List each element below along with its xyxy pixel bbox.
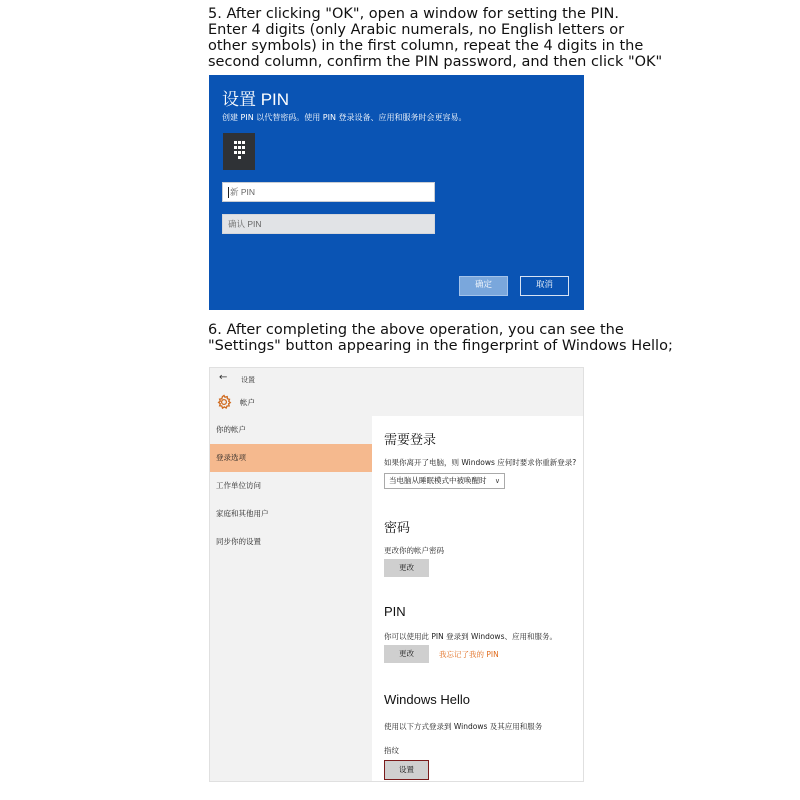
pin-dialog-description: 创建 PIN 以代替密码。使用 PIN 登录设备、应用和服务时会更容易。 (222, 113, 467, 122)
step5-line-2: Enter 4 digits (only Arabic numerals, no English letters or (208, 22, 625, 38)
sidebar-item-sync-settings[interactable]: 同步你的设置 (216, 537, 261, 546)
signin-timing-dropdown[interactable] (384, 473, 505, 489)
step6-instructions (208, 322, 673, 354)
windows-hello-heading: Windows Hello (384, 692, 470, 707)
new-pin-input[interactable] (222, 182, 435, 202)
settings-window (209, 367, 584, 782)
confirm-pin-placeholder: 确认 PIN (228, 219, 262, 229)
step5-line-3: other symbols) in the first column, repeat the 4 digits in the (208, 38, 644, 54)
content-pane (372, 416, 584, 782)
change-pin-button[interactable]: 更改 (384, 645, 429, 663)
password-heading: 密码 (384, 520, 411, 535)
sidebar (210, 416, 372, 782)
window-title: 设置 (241, 376, 255, 384)
gear-icon (216, 394, 232, 410)
step6-line-1: 6. After completing the above operation, you can see the (208, 322, 624, 338)
ok-button[interactable]: 确定 (459, 276, 508, 296)
keypad-icon (223, 133, 255, 170)
cancel-button[interactable]: 取消 (520, 276, 569, 296)
confirm-pin-input[interactable] (222, 214, 435, 234)
require-signin-question: 如果你离开了电脑，则 Windows 应何时要求你重新登录? (384, 458, 577, 467)
sidebar-item-family-users[interactable]: 家庭和其他用户 (216, 509, 269, 518)
password-description: 更改你的帐户密码 (384, 546, 444, 555)
page-title: 帐户 (240, 398, 255, 407)
pin-setup-dialog (209, 75, 584, 310)
title-bar (210, 368, 584, 416)
pin-description: 你可以使用此 PIN 登录到 Windows、应用和服务。 (384, 632, 557, 641)
sidebar-item-sign-in-options[interactable]: 登录选项 (210, 444, 372, 472)
chevron-down-icon: ∨ (494, 477, 500, 485)
dropdown-value: 当电脑从睡眠模式中被唤醒时 (389, 476, 487, 485)
fingerprint-setup-button[interactable]: 设置 (384, 760, 429, 780)
change-password-button[interactable]: 更改 (384, 559, 429, 577)
fingerprint-label: 指纹 (384, 746, 399, 755)
step5-line-1: 5. After clicking "OK", open a window for setting the PIN. (208, 6, 619, 22)
sidebar-item-work-access[interactable]: 工作单位访问 (216, 481, 261, 490)
require-signin-heading: 需要登录 (384, 432, 437, 447)
back-arrow-icon[interactable]: ← (219, 372, 228, 383)
pin-dialog-title: 设置 PIN (222, 90, 290, 109)
text-caret (228, 187, 229, 198)
step5-instructions (208, 6, 662, 70)
sidebar-item-your-account[interactable]: 你的帐户 (216, 425, 246, 434)
windows-hello-description: 使用以下方式登录到 Windows 及其应用和服务 (384, 722, 543, 731)
pin-heading: PIN (384, 604, 406, 619)
step6-line-2: "Settings" button appearing in the fingerprint of Windows Hello; (208, 338, 673, 354)
new-pin-placeholder: 新 PIN (230, 187, 256, 197)
step5-line-4: second column, confirm the PIN password, and then click "OK" (208, 54, 663, 70)
forgot-pin-link[interactable]: 我忘记了我的 PIN (439, 650, 499, 659)
